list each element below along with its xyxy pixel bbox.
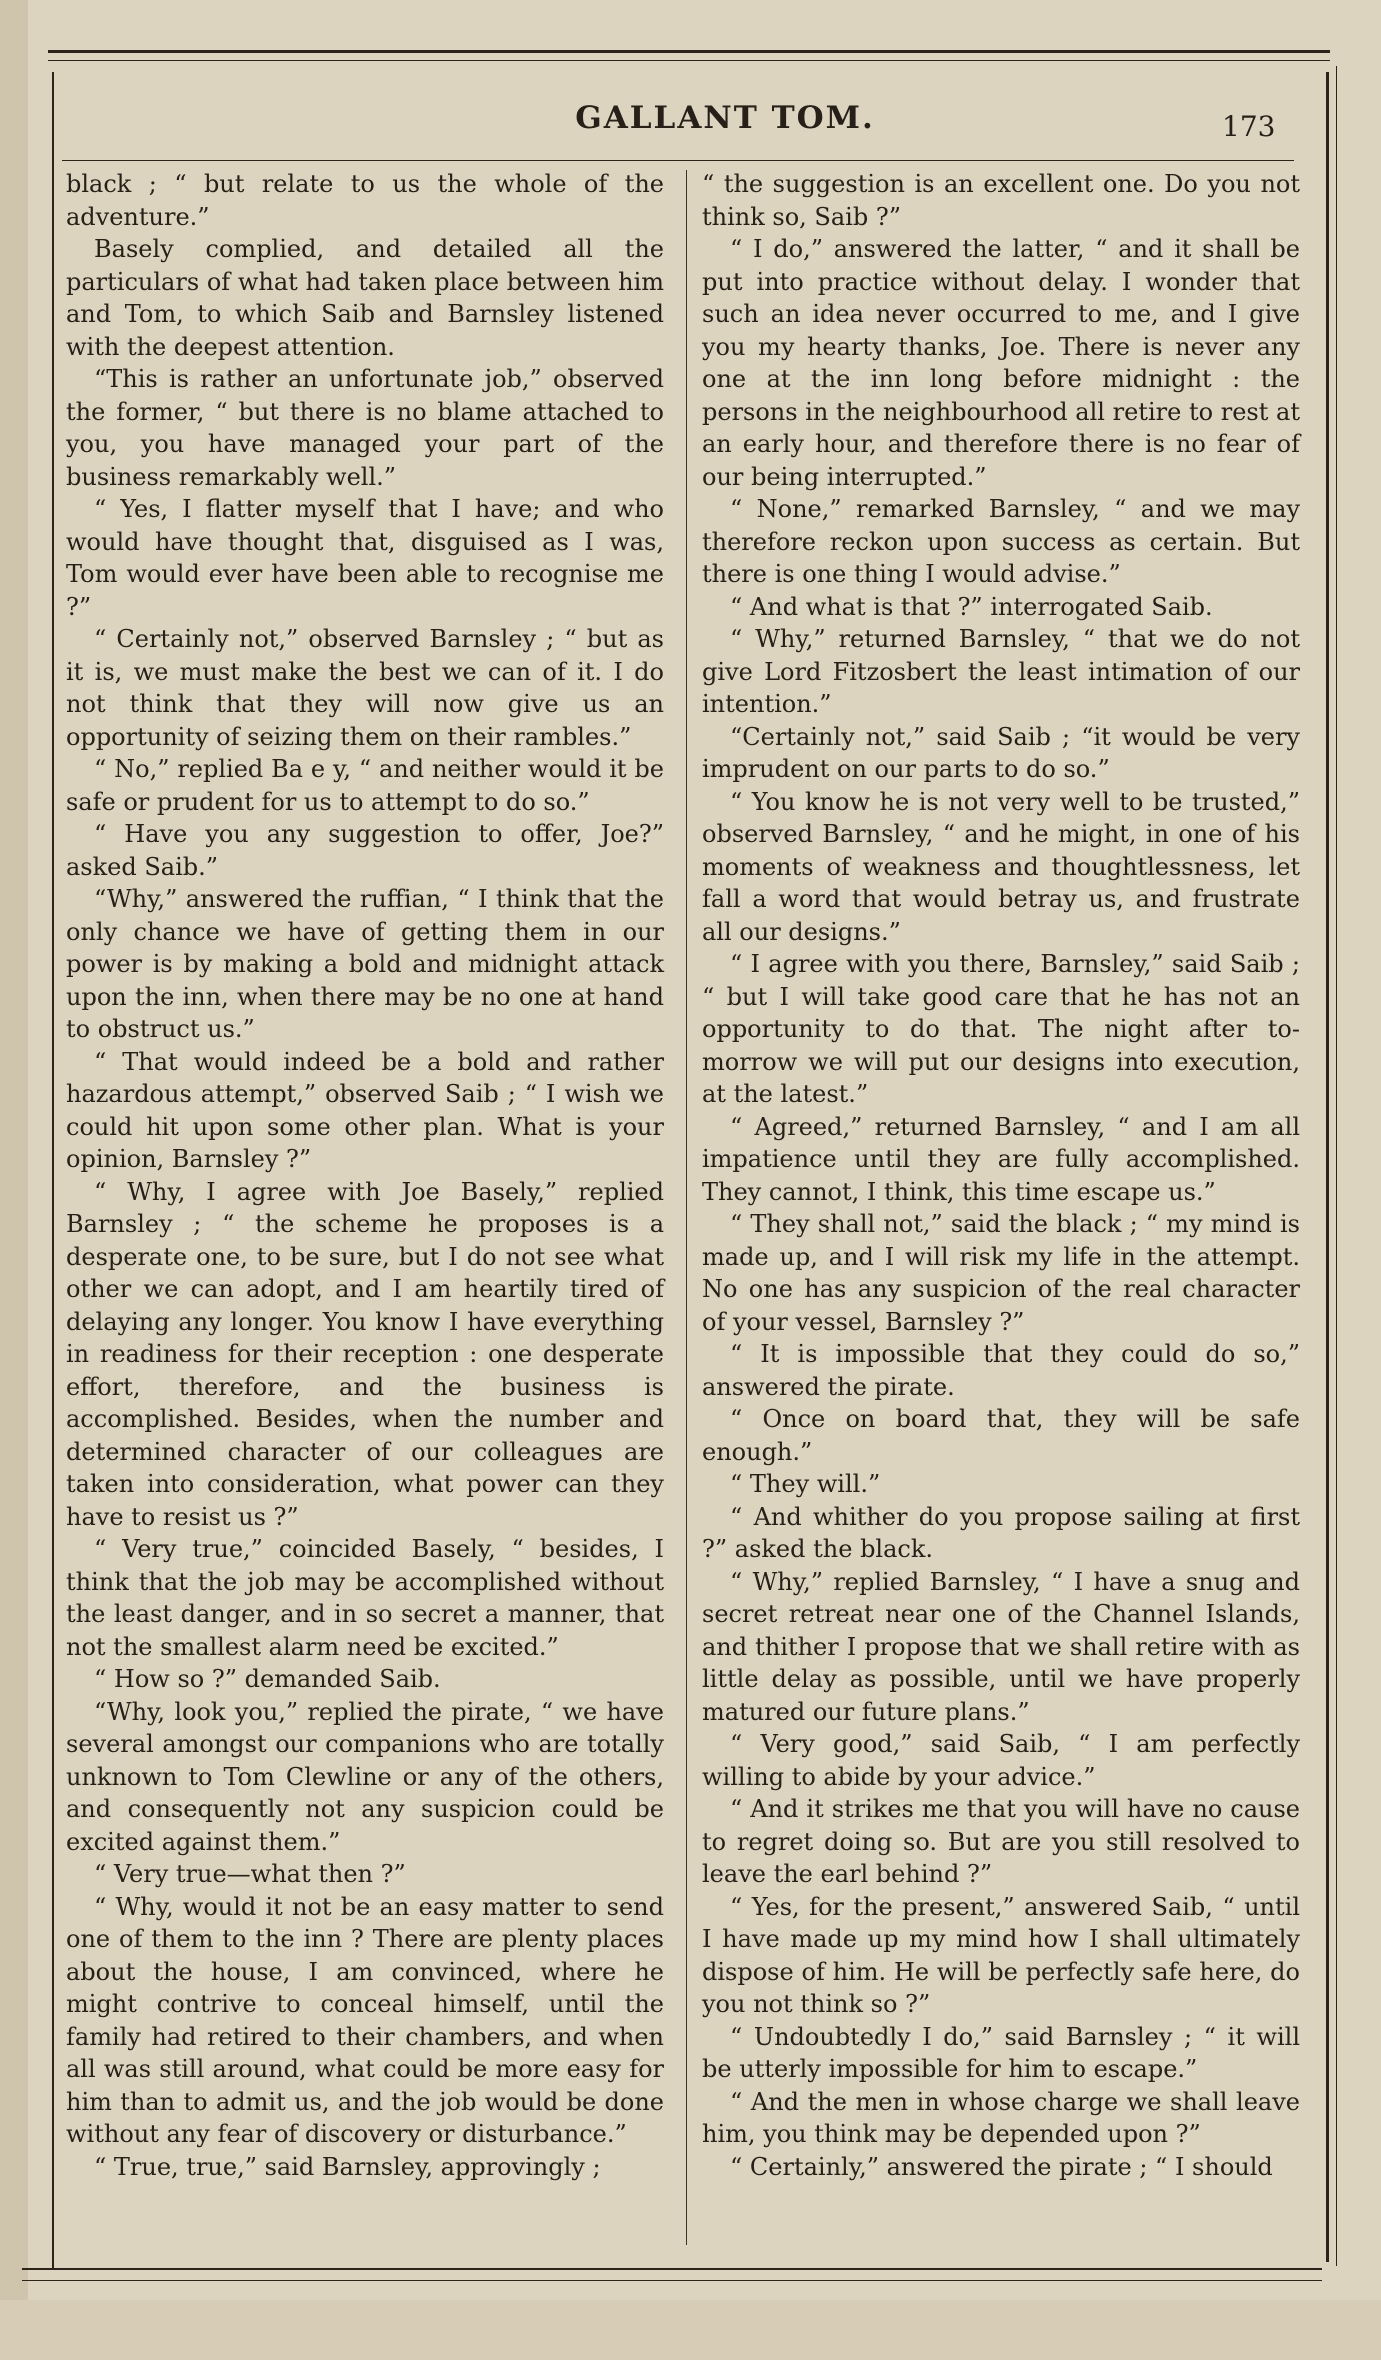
paragraph: “ None,” remarked Barnsley, “ and we may therefore reckon upon success as certain. But there is one thing I would advise.”	[702, 495, 1300, 588]
paragraph: black ; “ but relate to us the whole of the adventure.”	[66, 170, 664, 231]
page-bottom-margin	[0, 2300, 1381, 2360]
paragraph: “ No,” replied Ba e y, “ and neither would it be safe or prudent for us to attempt to do so.”	[66, 755, 664, 816]
paragraph: “ Very true,” coincided Basely, “ besides, I think that the job may be accomplished without the least danger, and in so secret a manner, that not the smallest alarm need be excited.”	[66, 1535, 664, 1661]
paragraph: “ Very true—what then ?”	[94, 1860, 406, 1888]
paragraph: “ You know he is not very well to be trusted,” observed Barnsley, “ and he might, in one of his moments of weakness and thoughtlessness, let fall a word that would betray us, and frustrate all our designs.”	[702, 787, 1300, 946]
frame-rule-bottom-inner	[22, 2280, 1322, 2281]
header-rule	[62, 160, 1294, 161]
paragraph: “ Certainly,” answered the pirate ; “ I should	[730, 2152, 1273, 2181]
paragraph: “ Why,” replied Barnsley, “ I have a snug and secret retreat near one of the Channel Islands, and thither I propose that we shall retire with as little delay as possible, until we have properly matured our future plans.”	[702, 1567, 1300, 1726]
frame-rule-top	[48, 50, 1330, 53]
paragraph: “ And whither do you propose sailing at first ?” asked the black.	[702, 1502, 1300, 1563]
paragraph: “ Very good,” said Saib, “ I am perfectly willing to abide by your advice.”	[702, 1730, 1300, 1791]
paragraph: “ That would indeed be a bold and rather hazardous attempt,” observed Saib ; “ I wish we could hit upon some other plan. What is your opinion, Barnsley ?”	[66, 1047, 664, 1173]
column-divider	[686, 170, 687, 2245]
page-number: 173	[1222, 110, 1276, 143]
paragraph: “ Yes, for the present,” answered Saib, “ until I have made up my mind how I shall ultimately dispose of him. He will be perfectly safe here, do you not think so ?”	[702, 1892, 1300, 2018]
paragraph: “ And it strikes me that you will have no cause to regret doing so. But are you still resolved to leave the earl behind ?”	[702, 1795, 1300, 1888]
paragraph: “ They will.”	[730, 1470, 881, 1498]
paragraph: “ And what is that ?” interrogated Saib.	[730, 592, 1213, 621]
paragraph: “ I agree with you there, Barnsley,” said Saib ; “ but I will take good care that he has not an opportunity to do that. The night after to-morrow we will put our designs into execution, at the latest.”	[702, 950, 1300, 1108]
paragraph: “This is rather an unfortunate job,” observed the former, “ but there is no blame attached to you, you have managed your part of the business remarkably well.”	[66, 365, 664, 491]
left-column	[66, 168, 664, 2183]
paragraph: “Why, look you,” replied the pirate, “ we have several amongst our companions who are totally unknown to Tom Clewline or any of the others, and consequently not any suspicion could be excited against them.”	[66, 1697, 664, 1856]
paragraph: “ Why, would it not be an easy matter to send one of them to the inn ? There are plenty places about the house, I am convinced, where he might contrive to conceal himself, until the family had retired to their chambers, and when all was still around, what could be more easy for him than to admit us, and the job would be done without any fear of discovery or disturbance.”	[66, 1892, 664, 2148]
paragraph: “ I do,” answered the latter, “ and it shall be put into practice without delay. I wonder that such an idea never occurred to me, and I give you my hearty thanks, Joe. There is never any one at the inn long before midnight : the persons in the neighbourhood all retire to rest at an early hour, and therefore there is no fear of our being interrupted.”	[702, 235, 1300, 491]
paragraph: “Certainly not,” said Saib ; “it would be very imprudent on our parts to do so.”	[702, 722, 1300, 783]
paragraph: “ How so ?” demanded Saib.	[94, 1665, 441, 1693]
paragraph: “ True, true,” said Barnsley, approvingly ;	[94, 2152, 601, 2181]
paragraph: Basely complied, and detailed all the particulars of what had taken place between him and Tom, to which Saib and Barnsley listened with the deepest attention.	[66, 235, 664, 361]
page-edge-shadow	[0, 0, 28, 2360]
paragraph: “ They shall not,” said the black ; “ my mind is made up, and I will risk my life in the attempt. No one has any suspicion of the real character of your vessel, Barnsley ?”	[702, 1210, 1300, 1336]
paragraph: “ It is impossible that they could do so,” answered the pirate.	[702, 1340, 1300, 1401]
paragraph: “ Agreed,” returned Barnsley, “ and I am all impatience until they are fully accomplished. They cannot, I think, this time escape us.”	[702, 1112, 1300, 1206]
frame-rule-bottom	[22, 2268, 1322, 2270]
paragraph: “ the suggestion is an excellent one. Do you not think so, Saib ?”	[702, 170, 1300, 231]
frame-rule-right-outer	[1336, 66, 1337, 2266]
paragraph: “ Yes, I flatter myself that I have; and who would have thought that, disguised as I was, Tom would ever have been able to recognise me ?”	[66, 495, 664, 621]
paragraph: “ And the men in whose charge we shall leave him, you think may be depended upon ?”	[702, 2087, 1300, 2148]
paragraph: “ Why,” returned Barnsley, “ that we do not give Lord Fitzosbert the least intimation of our intention.”	[702, 625, 1300, 718]
paragraph: “ Once on board that, they will be safe enough.”	[702, 1405, 1300, 1466]
right-column	[702, 168, 1300, 2183]
paragraph: “ Certainly not,” observed Barnsley ; “ but as it is, we must make the best we can of it. I do not think that they will now give us an opportunity of seizing them on their rambles.”	[66, 625, 664, 751]
frame-rule-top-inner	[48, 60, 1330, 61]
paragraph: “ Undoubtedly I do,” said Barnsley ; “ it will be utterly impossible for him to escape.”	[702, 2022, 1300, 2083]
paragraph: “ Have you any suggestion to offer, Joe?” asked Saib.”	[66, 820, 664, 881]
paragraph: “ Why, I agree with Joe Basely,” replied Barnsley ; “ the scheme he proposes is a desperate one, to be sure, but I do not see what other we can adopt, and I am heartily tired of delaying any longer. You know I have everything in readiness for their reception : one desperate effort, therefore, and the business is accomplished. Besides, when the number and determined character of our colleagues are taken into consideration, what power can they have to resist us ?”	[66, 1177, 664, 1531]
paragraph: “Why,” answered the ruffian, “ I think that the only chance we have of getting them in our power is by making a bold and midnight attack upon the inn, when there may be no one at hand to obstruct us.”	[66, 885, 664, 1043]
frame-rule-left	[52, 72, 54, 2270]
running-title: GALLANT TOM.	[575, 100, 875, 136]
frame-rule-right	[1326, 72, 1329, 2262]
